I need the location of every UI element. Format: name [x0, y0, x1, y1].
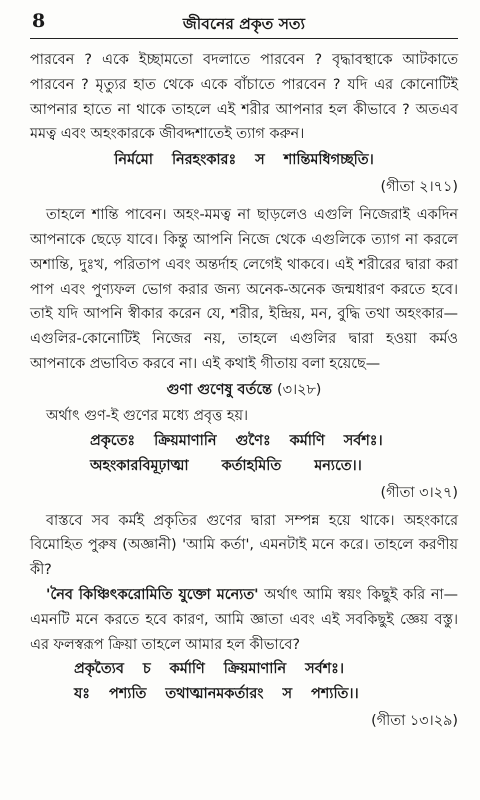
verse-text: গুণা গুণেষু বর্তন্তে: [166, 381, 272, 398]
verse-word: কর্মাণি: [169, 661, 205, 678]
verse-word: পশ্যতি।।: [310, 686, 359, 703]
paragraph-2: তাহলে শান্তি পাবেন। অহং-মমত্ব না ছাড়লেও এগুলি নিজেরাই একদিন আপনাকে ছেড়ে যাবে। কিন্তু আপনি নিজে থেকে এগুলিকে ত্যাগ না করলে অশান্তি, দুঃখ, পরিতাপ এবং অন্তর্দাহ লেগেই থাকবে। এই শরীরের দ্বারা করা পাপ এবং পুণ্যফল ভোগ করার জন্য অনেক-অনেক জন্মধারণ করতে হবে। তাই যদি আপনি স্বীকার করেন যে, শরীর, ইন্দ্রিয়, মন, বুদ্ধি তথা অহংকার—এগুলির-কোনোটিই নিজের নয়, তাহলে এগুলির দ্বারা হওয়া কর্মও আপনাকে প্রভাবিত করবে না। এই কথাই গীতায় বলা হয়েছে—: [30, 207, 458, 372]
paragraph-3: অর্থাৎ গুণ-ই গুণের মধ্যে প্রবৃত্ত হয়।: [46, 407, 249, 424]
verse-reference-3: (গীতা ৩।২৭): [380, 484, 458, 501]
verse-reference-2: (৩।২৮): [276, 381, 322, 398]
verse-3-line-1: [90, 429, 458, 454]
verse-word: ক্রিয়মাণানি: [223, 661, 287, 678]
verse-3-line-2: [90, 454, 458, 479]
verse-reference-4: (গীতা ১৩।২৯): [371, 713, 458, 730]
verse-word: নিরহংকারঃ: [171, 152, 237, 169]
verse-4-line-2: [74, 682, 458, 707]
verse-word: প্রকৃতেঃ: [90, 432, 136, 449]
verse-1: [30, 148, 458, 173]
page-number: 8: [32, 10, 46, 32]
verse-2: [30, 378, 458, 403]
gita-quote: 'নৈব কিঞ্চিৎকরোমিতি যুক্তো মন্যেত': [46, 586, 259, 603]
paragraph-1: পারবেন ? একে ইচ্ছামতো বদলাতে পারবেন ? বৃদ্ধাবস্থাকে আটকাতে পারবেন ? মৃত্যুর হাত থেকে একে বাঁচাতে পারবেন ? যদি এর কোনোটিই আপনার হাতে না থাকে তাহলে এই শরীর আপনার হল কীভাবে ? অতএব মমত্ব এবং অহংকারকে জীবদ্দশাতেই ত্যাগ করুন।: [30, 52, 458, 143]
verse-word: তথাত্মানমকর্তারং: [165, 686, 264, 703]
verse-word: স: [255, 152, 265, 169]
verse-word: অহংকারবিমূঢ়াত্মা: [90, 457, 189, 474]
verse-word: সর্বশঃ।: [343, 432, 383, 449]
verse-word: প্রকৃত্যৈব: [74, 661, 124, 678]
verse-4: [30, 657, 458, 707]
verse-word: স: [282, 686, 292, 703]
verse-word: নির্মমো: [114, 152, 153, 169]
page-body: [30, 38, 458, 734]
verse-reference-1: (গীতা ২।৭১): [380, 179, 458, 196]
running-title: জীবনের প্রকৃত সত্য: [182, 15, 306, 33]
verse-word: কর্তাহমিতি: [221, 457, 282, 474]
verse-word: মন্যতে।।: [314, 457, 362, 474]
paragraph-4: বাস্তবে সব কর্মই প্রকৃতির গুণের দ্বারা সম্পন্ন হয়ে থাকে। অহংকারে বিমোহিত পুরুষ (অজ্ঞানী) 'আমি কর্তা', এমনটাই মনে করে। তাহলে করণীয় কী?: [30, 512, 458, 579]
verse-word: কর্মাণি: [289, 432, 325, 449]
verse-word: শান্তিমধিগচ্ছতি।: [283, 152, 374, 169]
verse-3: [30, 429, 458, 479]
verse-4-line-1: [74, 657, 458, 682]
verse-word: ক্রিয়মাণানি: [154, 432, 217, 449]
paragraph-5: [30, 583, 458, 657]
header-rule: [30, 38, 458, 39]
verse-word: গুণৈঃ: [235, 432, 271, 449]
verse-word: পশ্যতি: [108, 686, 147, 703]
verse-word: সর্বশঃ।: [305, 661, 344, 678]
page-header: [30, 0, 458, 38]
verse-word: চ: [142, 661, 151, 678]
verse-word: যঃ: [74, 686, 90, 703]
paragraph-5-text: অর্থাৎ আমি স্বয়ং কিছুই করি না—এমনটি মনে করতে হবে কারণ, আমি জ্ঞাতা এবং এই সবকিছুই জ্ঞেয় বস্তু। এর ফলস্বরূপ ক্রিয়া তাহলে আমার হল কীভাবে?: [30, 586, 458, 653]
